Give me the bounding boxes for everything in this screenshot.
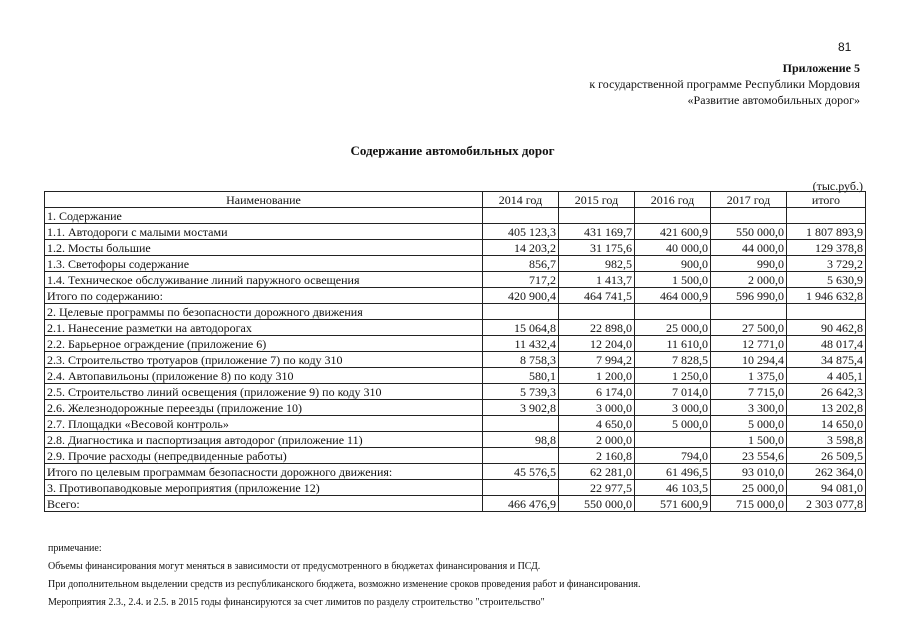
- page-number: 81: [838, 40, 852, 54]
- value-cell: 15 064,8: [483, 320, 559, 336]
- value-cell: 23 554,6: [711, 448, 787, 464]
- value-cell: 464 741,5: [559, 288, 635, 304]
- subtotal-row: [45, 288, 866, 304]
- value-cell: 7 014,0: [635, 384, 711, 400]
- value-cell: 5 630,9: [787, 272, 866, 288]
- value-cell: 40 000,0: [635, 240, 711, 256]
- value-cell: 1 250,0: [635, 368, 711, 384]
- table-row: [45, 432, 866, 448]
- row-label-cell: Итого по содержанию:: [45, 288, 483, 304]
- table-row: [45, 352, 866, 368]
- table-row: [45, 240, 866, 256]
- value-cell: [559, 304, 635, 320]
- value-cell: [483, 448, 559, 464]
- header-2014: 2014 год: [483, 192, 559, 208]
- value-cell: 262 364,0: [787, 464, 866, 480]
- value-cell: 856,7: [483, 256, 559, 272]
- row-label-cell: 1.2. Мосты большие: [45, 240, 483, 256]
- header-2017: 2017 год: [711, 192, 787, 208]
- value-cell: 464 000,9: [635, 288, 711, 304]
- value-cell: 22 898,0: [559, 320, 635, 336]
- table-row: [45, 320, 866, 336]
- value-cell: 129 378,8: [787, 240, 866, 256]
- value-cell: 3 598,8: [787, 432, 866, 448]
- note-line: При дополнительном выделении средств из республиканского бюджета, возможно изменение сроков проведения работ и финансирования.: [48, 579, 641, 590]
- value-cell: 3 000,0: [635, 400, 711, 416]
- value-cell: 25 000,0: [635, 320, 711, 336]
- value-cell: [483, 304, 559, 320]
- units-label: (тыс.руб.): [812, 179, 863, 193]
- value-cell: 93 010,0: [711, 464, 787, 480]
- value-cell: 94 081,0: [787, 480, 866, 496]
- row-label-cell: 2.7. Площадки «Весовой контроль»: [45, 416, 483, 432]
- row-label-cell: 3. Противопаводковые мероприятия (приложение 12): [45, 480, 483, 496]
- value-cell: 62 281,0: [559, 464, 635, 480]
- value-cell: 14 650,0: [787, 416, 866, 432]
- value-cell: 11 432,4: [483, 336, 559, 352]
- note-line: Объемы финансирования могут меняться в зависимости от предусмотренного в бюджетах финансирования и ПСД.: [48, 561, 541, 572]
- value-cell: 4 405,1: [787, 368, 866, 384]
- subtotal-row: [45, 464, 866, 480]
- value-cell: 571 600,9: [635, 496, 711, 512]
- value-cell: 27 500,0: [711, 320, 787, 336]
- value-cell: 794,0: [635, 448, 711, 464]
- table-row: [45, 256, 866, 272]
- value-cell: 715 000,0: [711, 496, 787, 512]
- appendix-title: Приложение 5: [782, 61, 860, 75]
- value-cell: 990,0: [711, 256, 787, 272]
- value-cell: 550 000,0: [559, 496, 635, 512]
- table-row: [45, 272, 866, 288]
- row-label-cell: 2.9. Прочие расходы (непредвиденные работы): [45, 448, 483, 464]
- value-cell: 3 729,2: [787, 256, 866, 272]
- section-row: [45, 208, 866, 224]
- value-cell: 431 169,7: [559, 224, 635, 240]
- appendix-line-2: «Развитие автомобильных дорог»: [687, 93, 860, 107]
- value-cell: 1 375,0: [711, 368, 787, 384]
- table-row: [45, 224, 866, 240]
- value-cell: [483, 208, 559, 224]
- table-row: [45, 400, 866, 416]
- value-cell: 90 462,8: [787, 320, 866, 336]
- value-cell: 7 715,0: [711, 384, 787, 400]
- section-row: [45, 304, 866, 320]
- header-name: Наименование: [45, 192, 483, 208]
- value-cell: 48 017,4: [787, 336, 866, 352]
- value-cell: [635, 208, 711, 224]
- row-label-cell: 2.1. Нанесение разметки на автодорогах: [45, 320, 483, 336]
- value-cell: [559, 208, 635, 224]
- value-cell: 12 771,0: [711, 336, 787, 352]
- value-cell: [635, 432, 711, 448]
- value-cell: [483, 480, 559, 496]
- value-cell: 5 739,3: [483, 384, 559, 400]
- value-cell: 466 476,9: [483, 496, 559, 512]
- value-cell: 5 000,0: [711, 416, 787, 432]
- value-cell: 46 103,5: [635, 480, 711, 496]
- row-label-cell: Итого по целевым программам безопасности дорожного движения:: [45, 464, 483, 480]
- row-label-cell: 1. Содержание: [45, 208, 483, 224]
- value-cell: 26 509,5: [787, 448, 866, 464]
- value-cell: 25 000,0: [711, 480, 787, 496]
- table-row: [45, 480, 866, 496]
- value-cell: 22 977,5: [559, 480, 635, 496]
- notes: [48, 540, 641, 612]
- value-cell: 900,0: [635, 256, 711, 272]
- value-cell: 5 000,0: [635, 416, 711, 432]
- value-cell: 3 000,0: [559, 400, 635, 416]
- value-cell: 14 203,2: [483, 240, 559, 256]
- table-row: [45, 368, 866, 384]
- value-cell: [483, 416, 559, 432]
- appendix-header: [589, 60, 860, 108]
- value-cell: 596 990,0: [711, 288, 787, 304]
- value-cell: [787, 304, 866, 320]
- value-cell: 2 000,0: [711, 272, 787, 288]
- value-cell: 982,5: [559, 256, 635, 272]
- value-cell: 2 160,8: [559, 448, 635, 464]
- value-cell: 1 200,0: [559, 368, 635, 384]
- value-cell: 7 994,2: [559, 352, 635, 368]
- value-cell: 3 300,0: [711, 400, 787, 416]
- row-label-cell: 2.5. Строительство линий освещения (приложение 9) по коду 310: [45, 384, 483, 400]
- table-row: [45, 416, 866, 432]
- row-label-cell: 2.8. Диагностика и паспортизация автодорог (приложение 11): [45, 432, 483, 448]
- value-cell: 8 758,3: [483, 352, 559, 368]
- row-label-cell: 2.6. Железнодорожные переезды (приложение 10): [45, 400, 483, 416]
- value-cell: 4 650,0: [559, 416, 635, 432]
- value-cell: 34 875,4: [787, 352, 866, 368]
- value-cell: [787, 208, 866, 224]
- value-cell: 421 600,9: [635, 224, 711, 240]
- value-cell: 580,1: [483, 368, 559, 384]
- table-body: [45, 208, 866, 512]
- row-label-cell: Всего:: [45, 496, 483, 512]
- value-cell: 550 000,0: [711, 224, 787, 240]
- value-cell: 61 496,5: [635, 464, 711, 480]
- row-label-cell: 2.3. Строительство тротуаров (приложение 7) по коду 310: [45, 352, 483, 368]
- value-cell: 31 175,6: [559, 240, 635, 256]
- value-cell: 1 500,0: [635, 272, 711, 288]
- value-cell: 1 807 893,9: [787, 224, 866, 240]
- row-label-cell: 2.2. Барьерное ограждение (приложение 6): [45, 336, 483, 352]
- row-label-cell: 2.4. Автопавильоны (приложение 8) по коду 310: [45, 368, 483, 384]
- header-2015: 2015 год: [559, 192, 635, 208]
- value-cell: 3 902,8: [483, 400, 559, 416]
- value-cell: 405 123,3: [483, 224, 559, 240]
- row-label-cell: 1.4. Техническое обслуживание линий паружного освещения: [45, 272, 483, 288]
- value-cell: 10 294,4: [711, 352, 787, 368]
- value-cell: 12 204,0: [559, 336, 635, 352]
- value-cell: 7 828,5: [635, 352, 711, 368]
- value-cell: 2 000,0: [559, 432, 635, 448]
- value-cell: 1 413,7: [559, 272, 635, 288]
- table-row: [45, 496, 866, 512]
- row-label-cell: 1.1. Автодороги с малыми мостами: [45, 224, 483, 240]
- header-total: итого: [787, 192, 866, 208]
- table-header-row: [45, 192, 866, 208]
- row-label-cell: 1.3. Светофоры содержание: [45, 256, 483, 272]
- value-cell: 98,8: [483, 432, 559, 448]
- table-row: [45, 336, 866, 352]
- value-cell: 6 174,0: [559, 384, 635, 400]
- table-row: [45, 384, 866, 400]
- value-cell: [711, 304, 787, 320]
- value-cell: [711, 208, 787, 224]
- row-label-cell: 2. Целевые программы по безопасности дорожного движения: [45, 304, 483, 320]
- header-2016: 2016 год: [635, 192, 711, 208]
- value-cell: 717,2: [483, 272, 559, 288]
- note-line: Мероприятия 2.3., 2.4. и 2.5. в 2015 годы финансируются за счет лимитов по разделу строительство "строительство": [48, 597, 545, 608]
- value-cell: 13 202,8: [787, 400, 866, 416]
- value-cell: 26 642,3: [787, 384, 866, 400]
- value-cell: [635, 304, 711, 320]
- notes-heading: примечание:: [48, 543, 102, 554]
- table-row: [45, 448, 866, 464]
- value-cell: 2 303 077,8: [787, 496, 866, 512]
- value-cell: 1 500,0: [711, 432, 787, 448]
- document-title: Содержание автомобильных дорог: [350, 143, 555, 158]
- value-cell: 44 000,0: [711, 240, 787, 256]
- value-cell: 1 946 632,8: [787, 288, 866, 304]
- budget-table: [44, 191, 866, 512]
- appendix-line-1: к государственной программе Республики Мордовия: [589, 77, 860, 91]
- value-cell: 420 900,4: [483, 288, 559, 304]
- value-cell: 45 576,5: [483, 464, 559, 480]
- value-cell: 11 610,0: [635, 336, 711, 352]
